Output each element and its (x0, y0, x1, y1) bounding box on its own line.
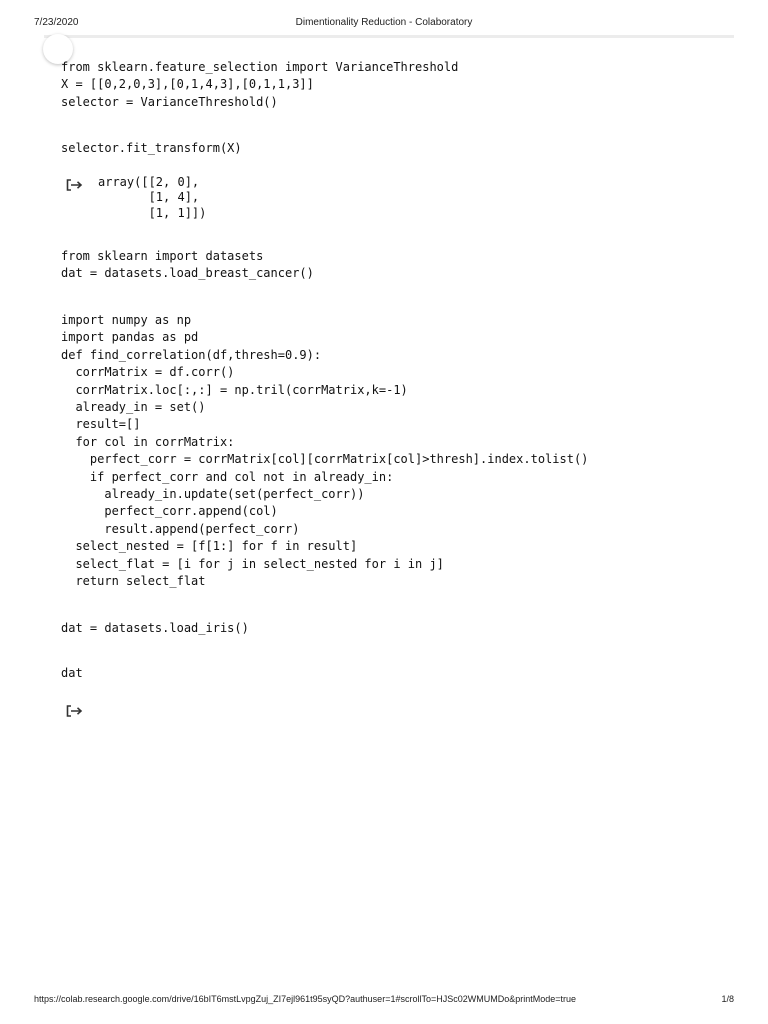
code-cell-3[interactable]: from sklearn import datasets dat = datasets.load_breast_cancer() (61, 249, 314, 281)
page-number: 1/8 (721, 994, 734, 1004)
output-arrow-icon (66, 704, 84, 718)
output-arrow-icon (66, 178, 84, 192)
code-cell-6[interactable]: dat (61, 666, 83, 680)
cell-2-output: array([[2, 0], [1, 4], [1, 1]]) (98, 175, 207, 220)
code-cell-4[interactable]: import numpy as np import pandas as pd def find_correlation(df,thresh=0.9): corrMatrix = df.corr() corrMatrix.loc[:,:] = np.tril(corrMatrix,k=-1) already_in = set() result=[] for col in corrMatrix: perfect_corr = corrMatrix[col][corrMatrix[col]>thresh].index.tolist() if perfect_corr and col not in already_in: already_in.update(set(perfect_corr)) perfect_corr.append(col) result.append(perfect_corr) select_nested = [f[1:] for f in result] select_flat = [i for j in select_nested for i in j] return select_flat (61, 313, 589, 589)
print-header (0, 0, 768, 34)
notebook-top-divider (44, 35, 734, 38)
print-date: 7/23/2020 (34, 17, 79, 28)
document-title: Dimentionality Reduction - Colaboratory (295, 17, 473, 28)
code-cell-1[interactable]: from sklearn.feature_selection import VarianceThreshold X = [[0,2,0,3],[0,1,4,3],[0,1,1,3]] selector = VarianceThreshold() (61, 60, 459, 109)
code-cell-5[interactable]: dat = datasets.load_iris() (61, 621, 249, 635)
code-cell-2[interactable]: selector.fit_transform(X) (61, 141, 242, 155)
page-url: https://colab.research.google.com/drive/16bIT6mstLvpgZuj_ZI7ejl961t95syQD?authuser=1#scrollTo=HJSc02WMUMDo&printMode=true (34, 994, 577, 1004)
